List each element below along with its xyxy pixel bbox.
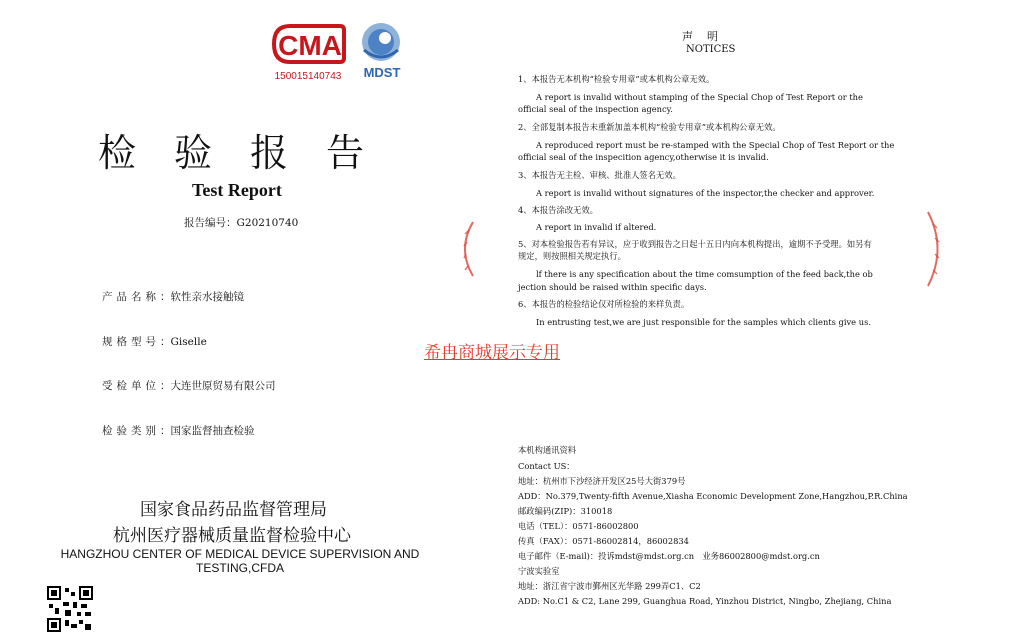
notices-title-chinese: 声明 (682, 30, 732, 43)
contact-line: ADD：No.379,Twenty-fifth Avenue,Xiasha Economic Development Zone,Hangzhou,P.R.China (518, 491, 908, 501)
field-value: 大连世原贸易有限公司 (170, 380, 276, 392)
report-number: 报告编号：G20210740 (184, 217, 299, 229)
field-label: 受检单位 (102, 380, 160, 392)
field-value: 国家监督抽查检验 (170, 425, 255, 437)
contact-line: 地址：浙江省宁波市鄞州区光华路 299弄C1、C2 (518, 581, 701, 591)
contact-line: 电话（TEL）：0571-86002800 (518, 521, 639, 531)
red-seal-stamp-icon (925, 210, 947, 288)
mdst-logo-text: MDST (363, 65, 401, 80)
field-inspected-unit: 受检单位：大连世原贸易有限公司 (102, 380, 276, 392)
notice-5-en-line1: lf there is any specification about the time comsumption of the feed back,the ob (536, 269, 873, 279)
title-chinese: 检验报告 (98, 131, 403, 175)
field-model: 规格型号：Giselle (102, 336, 207, 348)
qr-code-icon (47, 586, 93, 632)
field-label: 检验类别 (102, 425, 160, 437)
notice-1-cn: 1、本报告无本机构“检验专用章”或本机构公章无效。 (518, 74, 715, 84)
cma-number: 150015140743 (274, 71, 342, 82)
org-name-line1: 国家食品药品监督管理局 (140, 500, 327, 520)
field-label: 产品名称 (102, 291, 160, 303)
notice-5-cn: 5、对本检验报告若有异议，应于收到报告之日起十五日内向本机构提出，逾期不予受理。如另有 (518, 239, 872, 249)
contact-line: 传真（FAX）：0571-86002814，86002834 (518, 536, 689, 546)
field-value: 软性亲水接触镜 (170, 291, 244, 303)
mdst-logo (356, 20, 406, 64)
notice-2-en-line2: official seal of the inspecition agency,otherwise it is invalid. (518, 152, 769, 162)
notice-2-cn: 2、全部复制本报告未重新加盖本机构“检验专用章”或本机构公章无效。 (518, 122, 781, 132)
cma-logo (270, 22, 346, 66)
notice-1-en-line1: A report is invalid without stamping of the Special Chop of Test Report or the (536, 92, 863, 102)
field-value: Giselle (170, 336, 207, 348)
contact-line: 本机构通讯资料 (518, 445, 577, 455)
title-english: Test Report (192, 180, 282, 200)
notice-4-cn: 4、本报告涂改无效。 (518, 205, 598, 215)
field-label: 规格型号 (102, 336, 160, 348)
notice-5-en-line2: jection should be raised within specific days. (518, 282, 707, 292)
notice-1-en-line2: official seal of the inspection agency. (518, 104, 673, 114)
notice-3-en-line1: A report is invalid without signatures of the inspector,the checker and approver. (536, 188, 875, 198)
notices-title-english: NOTICES (686, 44, 736, 55)
watermark-text: 希冉商城展示专用 (424, 343, 560, 363)
contact-line: 地址：杭州市下沙经济开发区25号大街379号 (518, 476, 686, 486)
notice-6-en-line1: In entrusting test,we are just responsible for the samples which clients give us. (536, 317, 871, 327)
field-product-name: 产品名称：软性亲水接触镜 (102, 291, 244, 303)
contact-line: 宁波实验室 (518, 566, 560, 576)
red-seal-stamp-icon (455, 220, 475, 278)
contact-line: Contact US： (518, 461, 575, 471)
contact-line: ADD: No.C1 & C2, Lane 299, Guanghua Road, Yinzhou District, Ningbo, Zhejiang, China (518, 596, 892, 606)
cma-logo-text: CMA (278, 30, 342, 61)
notice-5-cn-line2: 规定，则按照相关规定执行。 (518, 251, 626, 261)
field-inspection-type: 检验类别：国家监督抽查检验 (102, 425, 255, 437)
notice-4-en-line1: A report in invalid if altered. (536, 222, 657, 232)
notice-2-en-line1: A reproduced report must be re-stamped with the Special Chop of Test Report or the (536, 140, 895, 150)
org-name-english: HANGZHOU CENTER OF MEDICAL DEVICE SUPERVISION AND TESTING,CFDA (60, 547, 420, 575)
contact-line: 邮政编码(ZIP)：310018 (518, 506, 613, 516)
notice-3-cn: 3、本报告无主检、审核、批准人签名无效。 (518, 170, 681, 180)
org-name-line2: 杭州医疗器械质量监督检验中心 (113, 526, 351, 546)
notice-6-cn: 6、本报告的检验结论仅对所检验的来样负责。 (518, 299, 690, 309)
contact-line: 电子邮件（E-mail)：投诉mdst@mdst.org.cn 业务86002800@mdst.org.cn (518, 551, 820, 561)
